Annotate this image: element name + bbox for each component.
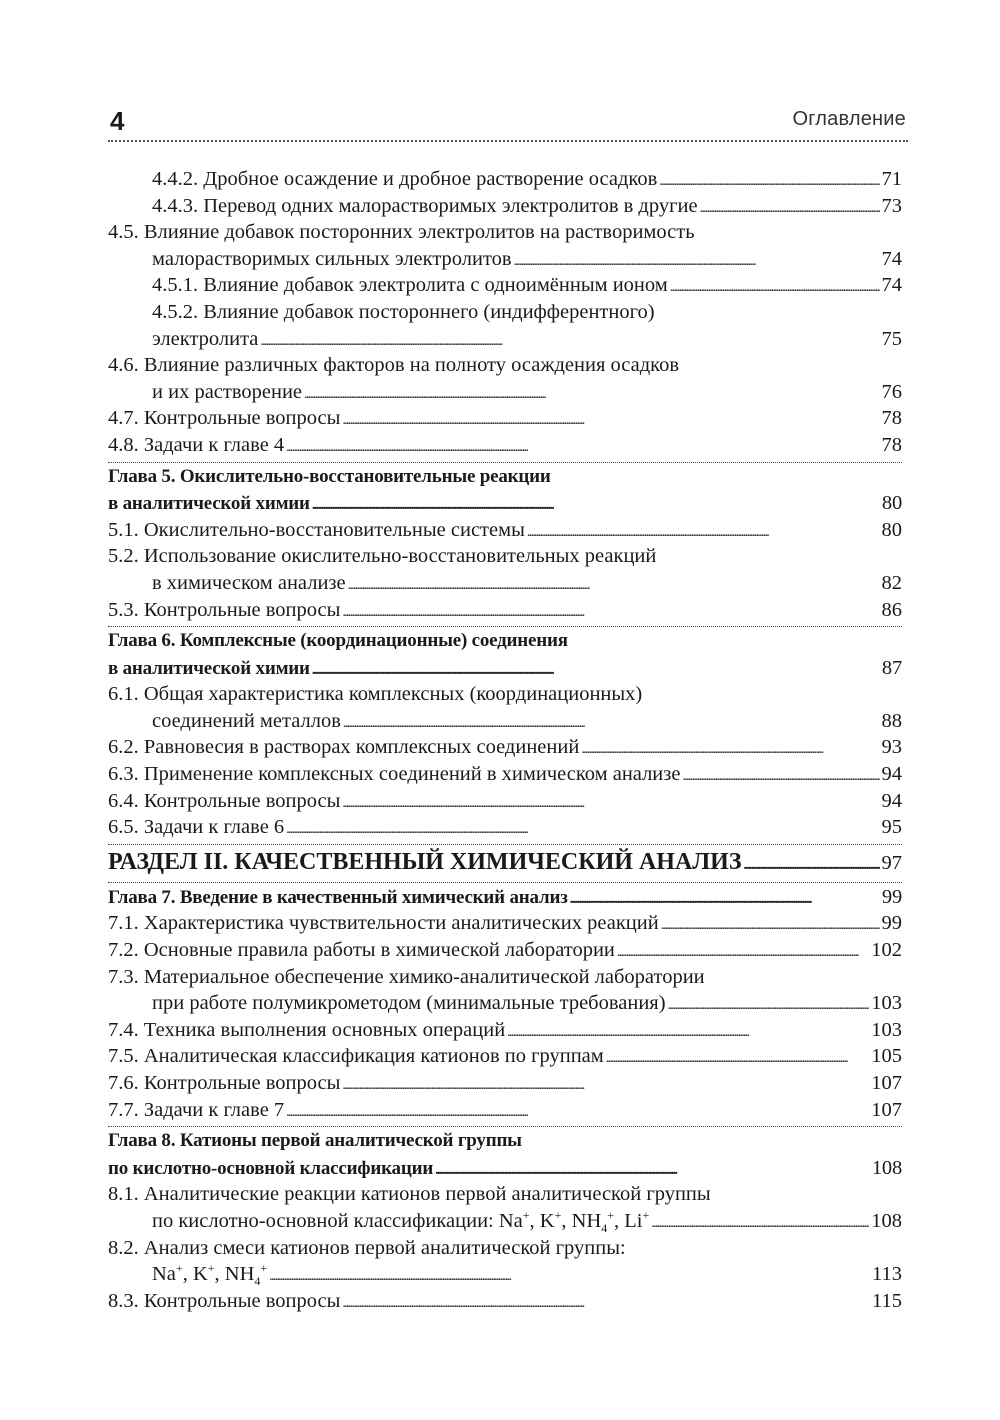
toc-entry-page: 78 <box>881 433 902 456</box>
subscript-four: 4 <box>254 1274 261 1289</box>
toc-chapter-title: Глава 5. Окислительно-восстановительные реакции <box>108 465 551 487</box>
toc-entry-page: 71 <box>881 168 902 190</box>
toc-entry-page: 86 <box>881 598 902 621</box>
toc-entry-page: 102 <box>871 939 902 962</box>
separator: , <box>614 1209 625 1232</box>
leader-dots <box>617 937 869 967</box>
leader-dots <box>668 990 870 1020</box>
leader-dots <box>343 708 880 738</box>
leader-dots <box>661 910 880 940</box>
toc-entry-title: 4.8. Задачи к главе 4 <box>108 433 285 456</box>
page-number: 4 <box>110 106 125 136</box>
toc-entry-page: 80 <box>881 492 902 515</box>
toc-chapter-title: Глава 8. Катионы первой аналитической группы <box>108 1130 522 1152</box>
toc-entry-continuation[interactable] <box>108 990 902 1017</box>
ion-na: Na <box>152 1263 176 1286</box>
toc-entry[interactable] <box>108 910 902 937</box>
charge-plus: + <box>175 1261 183 1276</box>
toc-entry[interactable] <box>108 352 902 379</box>
toc-entry-title: 4.4.2. Дробное осаждение и дробное растворение осадков <box>152 168 658 190</box>
subscript-four: 4 <box>601 1221 608 1236</box>
toc-entry-title: 7.2. Основные правила работы в химической лаборатории <box>108 939 615 962</box>
toc-entry-title: малорастворимых сильных электролитов <box>152 247 512 270</box>
ion-k: K <box>192 1263 208 1286</box>
toc-entry-page: 94 <box>881 789 902 812</box>
toc-entry-page: 74 <box>881 274 902 297</box>
leader-dots <box>269 1261 870 1291</box>
toc-entry[interactable] <box>108 788 902 815</box>
ion-k: K <box>539 1209 555 1232</box>
toc-entry-title: 6.1. Общая характеристика комплексных (координационных) <box>108 683 643 706</box>
toc-entry-page: 93 <box>881 736 902 759</box>
ion-nh4: NH <box>224 1263 255 1286</box>
toc-entry[interactable] <box>108 1017 902 1044</box>
ion-list-intro: по кислотно-основной классификации: <box>152 1209 499 1232</box>
toc-entry-title: 7.5. Аналитическая классификация катионов по группам <box>108 1045 604 1068</box>
charge-plus: + <box>554 1208 562 1223</box>
toc-entry-page: 99 <box>881 885 902 908</box>
toc-chapter-title: по кислотно-основной классификации <box>108 1157 434 1179</box>
toc-entry[interactable] <box>108 681 902 708</box>
leader-dots <box>659 166 879 196</box>
toc-chapter-title: Глава 6. Комплексные (координационные) соединения <box>108 630 568 652</box>
leader-dots <box>700 193 880 223</box>
separator: , <box>182 1263 193 1286</box>
table-of-contents <box>108 166 902 1314</box>
toc-entry[interactable] <box>108 432 902 459</box>
toc-entry-continuation[interactable] <box>108 708 902 735</box>
toc-entry-title: 4.5.2. Влияние добавок постороннего (индифферентного) <box>152 300 655 323</box>
toc-entry-title: 7.4. Техника выполнения основных операций <box>108 1018 506 1041</box>
leader-dots <box>435 1156 870 1185</box>
toc-entry[interactable] <box>108 937 902 964</box>
toc-entry-page: 103 <box>871 992 902 1015</box>
leader-dots <box>744 845 880 883</box>
leader-dots <box>342 405 879 435</box>
leader-dots <box>342 788 879 818</box>
toc-entry-page: 78 <box>881 407 902 430</box>
toc-entry-title: при работе полумикрометодом (минимальные требования) <box>152 992 666 1015</box>
leader-dots <box>304 379 879 409</box>
leader-dots <box>286 814 879 844</box>
toc-chapter[interactable] <box>108 462 902 491</box>
toc-entry-page: 74 <box>881 247 902 270</box>
toc-entry-page: 80 <box>881 518 902 541</box>
charge-plus: + <box>207 1261 215 1276</box>
toc-entry[interactable] <box>108 1288 902 1315</box>
leader-dots <box>342 597 879 627</box>
toc-entry[interactable] <box>108 814 902 841</box>
separator: , <box>529 1209 540 1232</box>
toc-entry-title: электролита <box>152 327 259 350</box>
toc-section[interactable] <box>108 844 902 879</box>
separator: , <box>214 1263 225 1286</box>
leader-dots <box>581 734 879 764</box>
toc-entry[interactable] <box>108 543 902 570</box>
leader-dots <box>286 432 879 462</box>
toc-entry[interactable] <box>108 193 902 220</box>
leader-dots <box>312 656 880 685</box>
leader-dots <box>348 570 880 600</box>
leader-dots <box>651 1208 869 1238</box>
toc-entry-title: 7.6. Контрольные вопросы <box>108 1072 341 1094</box>
leader-dots <box>514 246 880 276</box>
toc-entry[interactable] <box>108 1235 902 1262</box>
ion-nh4: NH <box>571 1209 602 1232</box>
toc-entry-page: 108 <box>871 1156 902 1179</box>
toc-entry-page: 108 <box>871 1209 902 1232</box>
toc-chapter-title: в аналитической химии <box>108 493 310 515</box>
toc-entry[interactable] <box>108 517 902 544</box>
toc-entry-title: в химическом анализе <box>152 571 346 594</box>
toc-entry[interactable] <box>108 299 902 326</box>
toc-entry-title: 5.2. Использование окислительно-восстановительных реакций <box>108 545 657 568</box>
toc-entry-title: 6.3. Применение комплексных соединений в химическом анализе <box>108 763 681 786</box>
toc-entry-title: 4.7. Контрольные вопросы <box>108 407 341 430</box>
leader-dots <box>286 1097 869 1127</box>
toc-entry[interactable] <box>108 1181 902 1208</box>
toc-entry[interactable] <box>108 761 902 788</box>
toc-chapter-continuation[interactable] <box>108 490 902 517</box>
toc-entry-page: 73 <box>881 194 902 217</box>
toc-chapter[interactable] <box>108 882 902 911</box>
toc-entry[interactable] <box>108 405 902 432</box>
toc-entry-title: 7.1. Характеристика чувствительности аналитических реакций <box>108 912 659 935</box>
charge-plus: + <box>642 1208 650 1223</box>
toc-entry[interactable] <box>108 272 902 299</box>
toc-entry-page: 88 <box>881 709 902 732</box>
toc-entry-title: 6.4. Контрольные вопросы <box>108 789 341 812</box>
toc-entry-page: 107 <box>871 1098 902 1121</box>
leader-dots <box>670 272 880 302</box>
toc-entry[interactable] <box>108 166 902 193</box>
toc-entry-continuation[interactable] <box>108 1261 902 1288</box>
toc-entry[interactable] <box>108 734 902 761</box>
toc-chapter-title: в аналитической химии <box>108 657 310 679</box>
toc-entry-title: 4.4.3. Перевод одних малорастворимых электролитов в другие <box>152 194 698 217</box>
separator: , <box>561 1209 572 1232</box>
toc-entry-title: 8.3. Контрольные вопросы <box>108 1289 341 1312</box>
toc-entry[interactable] <box>108 964 902 991</box>
toc-entry-title: 4.5. Влияние добавок посторонних электролитов на растворимость <box>108 221 695 244</box>
leader-dots <box>527 517 880 547</box>
leader-dots <box>606 1043 869 1073</box>
leader-dots <box>342 1070 869 1100</box>
toc-entry-page: 95 <box>881 816 902 839</box>
toc-entry-title <box>152 1208 649 1235</box>
toc-chapter-continuation[interactable] <box>108 655 902 682</box>
toc-entry-page: 75 <box>881 327 902 350</box>
toc-entry-page: 82 <box>881 571 902 594</box>
toc-entry-page: 76 <box>881 380 902 403</box>
charge-plus: + <box>260 1261 268 1276</box>
toc-entry[interactable] <box>108 597 902 624</box>
toc-entry-page: 103 <box>871 1018 902 1041</box>
toc-chapter[interactable] <box>108 626 902 655</box>
toc-entry-title: соединений металлов <box>152 709 341 732</box>
toc-chapter-continuation[interactable] <box>108 1155 902 1182</box>
toc-entry-page: 107 <box>871 1072 902 1094</box>
toc-entry-page: 97 <box>881 851 902 874</box>
leader-dots <box>682 761 879 791</box>
toc-entry-title: 5.3. Контрольные вопросы <box>108 598 341 621</box>
toc-entry-title <box>152 1261 267 1288</box>
charge-plus: + <box>607 1208 615 1223</box>
leader-dots <box>312 491 880 520</box>
toc-entry-continuation[interactable] <box>108 1208 902 1235</box>
toc-entry[interactable] <box>108 219 902 246</box>
toc-entry-page: 94 <box>881 763 902 786</box>
toc-entry-page: 87 <box>881 656 902 679</box>
toc-entry-title: 7.7. Задачи к главе 7 <box>108 1098 285 1121</box>
toc-entry-page: 105 <box>871 1045 902 1068</box>
leader-dots <box>570 885 880 914</box>
toc-entry-continuation[interactable] <box>108 570 902 597</box>
toc-entry-continuation[interactable] <box>108 379 902 406</box>
toc-chapter[interactable] <box>108 1126 902 1155</box>
toc-entry-title: 4.5.1. Влияние добавок электролита с одноимённым ионом <box>152 274 668 297</box>
leader-dots <box>342 1288 870 1318</box>
running-title: Оглавление <box>792 108 906 130</box>
toc-entry-page: 99 <box>881 912 902 935</box>
charge-plus: + <box>522 1208 530 1223</box>
toc-entry-page: 113 <box>872 1263 902 1286</box>
ion-li: Li <box>624 1209 643 1232</box>
toc-entry-title: 4.6. Влияние различных факторов на полноту осаждения осадков <box>108 354 680 377</box>
ion-na: Na <box>498 1209 523 1232</box>
toc-entry[interactable] <box>108 1070 902 1097</box>
toc-entry[interactable] <box>108 1043 902 1070</box>
toc-entry-continuation[interactable] <box>108 246 902 273</box>
toc-entry-page: 115 <box>872 1289 902 1312</box>
toc-entry-title: и их растворение <box>152 380 303 403</box>
toc-entry-title: 8.2. Анализ смеси катионов первой аналитической группы: <box>108 1236 626 1259</box>
toc-entry-title: 5.1. Окислительно-восстановительные системы <box>108 518 525 541</box>
toc-entry-title: 7.3. Материальное обеспечение химико-аналитической лаборатории <box>108 965 705 988</box>
toc-chapter-title: Глава 7. Введение в качественный химический анализ <box>108 886 568 908</box>
toc-entry-title: 8.1. Аналитические реакции катионов первой аналитической группы <box>108 1183 711 1206</box>
toc-entry-title: 6.5. Задачи к главе 6 <box>108 816 285 839</box>
leader-dots <box>260 326 879 356</box>
toc-section-title: РАЗДЕЛ II. КАЧЕСТВЕННЫЙ ХИМИЧЕСКИЙ АНАЛИЗ <box>108 848 742 875</box>
toc-entry[interactable] <box>108 1097 902 1124</box>
page-header <box>108 100 908 142</box>
toc-entry-continuation[interactable] <box>108 326 902 353</box>
leader-dots <box>507 1017 869 1047</box>
toc-entry-title: 6.2. Равновесия в растворах комплексных соединений <box>108 736 580 759</box>
